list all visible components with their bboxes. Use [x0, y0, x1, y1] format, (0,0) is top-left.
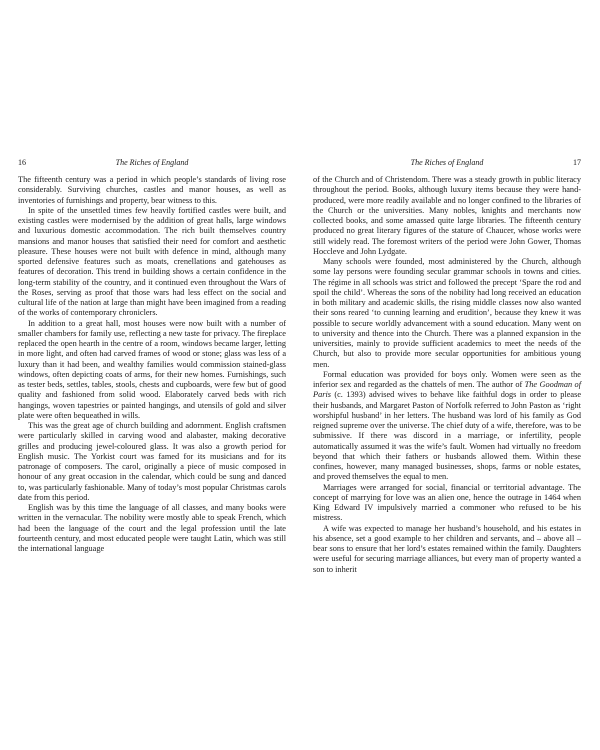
book-title: The Goodman of Paris [313, 380, 581, 400]
left-page [18, 158, 286, 554]
right-running-title: The Riches of England [410, 158, 484, 167]
paragraph-text: Formal education was provided for boys only. Women were seen as the inferior sex and regarded as the chattels of men. The author of [313, 369, 581, 389]
paragraph: In spite of the unsettled times few heavily fortified castles were built, and existing castles were modernised by the addition of great halls, large windows and luxurious domestic accommodation. The rich built themselves country mansions and manor houses that satisfied their need for comfort and aesthetic pleasure. These houses were not built with defence in mind, although many sported defensive features such as moats, crenellations and gatehouses as features of decoration. This trend in building shows a certain confidence in the long-term stability of the country, and it continued even throughout the Wars of the Roses, serving as proof that those wars had less effect on the social and cultural life of the nation at large than might have been imagined from a reading of the works of contemporary chroniclers. [18, 205, 286, 318]
paragraph: A wife was expected to manage her husband’s household, and his estates in his absence, set a good example to her children and servants, and – above all – bear sons to ensure that her lord’s estates remained within the family. Daughters were useful for securing marriage alliances, but every man of property wanted a son to inherit [313, 523, 581, 574]
right-body-text [313, 175, 581, 575]
left-page-number: 16 [18, 158, 26, 167]
paragraph: of the Church and of Christendom. There was a steady growth in public literacy throughout the period. Books, although luxury items because they were hand-produced, were more readily available and no longer confined to the libraries of the Church or the universities. Many nobles, knights and merchants now collected books, and some amassed quite large libraries. The fifteenth century produced no great literary figures of the stature of Chaucer, whose works were still widely read. The foremost writers of the period were John Gower, Thomas Hoccleve and John Lydgate. [313, 175, 581, 256]
left-body-text [18, 175, 286, 554]
paragraph: Many schools were founded, most administered by the Church, although some lay persons were founding secular grammar schools in towns and cities. The régime in all schools was strict and followed the precept ‘Spare the rod and spoil the child’. Whereas the sons of the nobility had long received an education in both military and academic skills, the rising middle classes now also wanted their sons reared ‘to cunning learning and erudition’, because they knew it was possible to secure worldly advancement with a sound education. Many went on to university and thence into the Church. There was a planned expansion in the universities, mainly to provide sufficient academics to meet the needs of the Church, but also to provide more secular opportunities for ambitious young men. [313, 257, 581, 369]
paragraph: In addition to a great hall, most houses were now built with a number of smaller chambers for family use, reflecting a new taste for privacy. The fireplace replaced the open hearth in the centre of a room, windows became larger, letting in more light, and often had carved frames of wood or stone; glass was less of a luxury than it had been, and wealthy families would commission stained-glass windows, often depicting coats of arms, for their new homes. Furnishings, such as tester beds, settles, tables, stools, chests and cupboards, were few but of good quality and fashioned from solid wood. Elaborately carved beds with rich hangings, woven tapestries or painted hangings, and utensils of gold and silver plate were often bequeathed in wills. [18, 318, 286, 420]
right-page-number: 17 [573, 158, 581, 167]
paragraph: English was by this time the language of all classes, and many books were written in the vernacular. The nobility were mostly able to speak French, which had been the language of the court and the legal profession until the late fourteenth century, and most educated people were taught Latin, which was still the international language [18, 503, 286, 553]
left-running-head [18, 158, 286, 170]
paragraph: This was the great age of church building and adornment. English craftsmen were particularly skilled in carving wood and alabaster, making decorative grilles and producing jewel-coloured glass. It was also a growth period for English music. The Yorkist court was famed for its musicians and for its patronage of composers. The carol, originally a piece of music composed in honour of any great occasion in the calendar, which could be sung and danced to, was particularly fashionable. Many of today’s most popular Christmas carols date from this period. [18, 421, 286, 502]
right-running-head [313, 158, 581, 170]
paragraph: The fifteenth century was a period in which people’s standards of living rose considerably. Surviving churches, castles and manor houses, as well as inventories of furnishings and property, bear witness to this. [18, 175, 286, 205]
left-running-title: The Riches of England [115, 158, 189, 167]
paragraph: Marriages were arranged for social, financial or territorial advantage. The concept of marrying for love was an alien one, hence the outrage in 1464 when King Edward IV impulsively married a commoner who refused to be his mistress. [313, 482, 581, 523]
right-page [313, 158, 581, 575]
paragraph-text: (c. 1393) advised wives to behave like faithful dogs in order to please their husbands, and Margaret Paston of Norfolk referred to John Paston as ‘right worshipful husband’ in her letters. The husband was lord of his family as God reigned supreme over the universe. The chief duty of a wife, therefore, was to be submissive. If there was discord in a marriage, or infertility, people automatically assumed it was the wife’s fault. Women had virtually no freedom beyond that which their fathers or husbands allowed them. Within these confines, however, many managed businesses, shops, farms or noble estates, and proved themselves the equal to men. [313, 390, 581, 482]
paragraph [313, 370, 581, 483]
